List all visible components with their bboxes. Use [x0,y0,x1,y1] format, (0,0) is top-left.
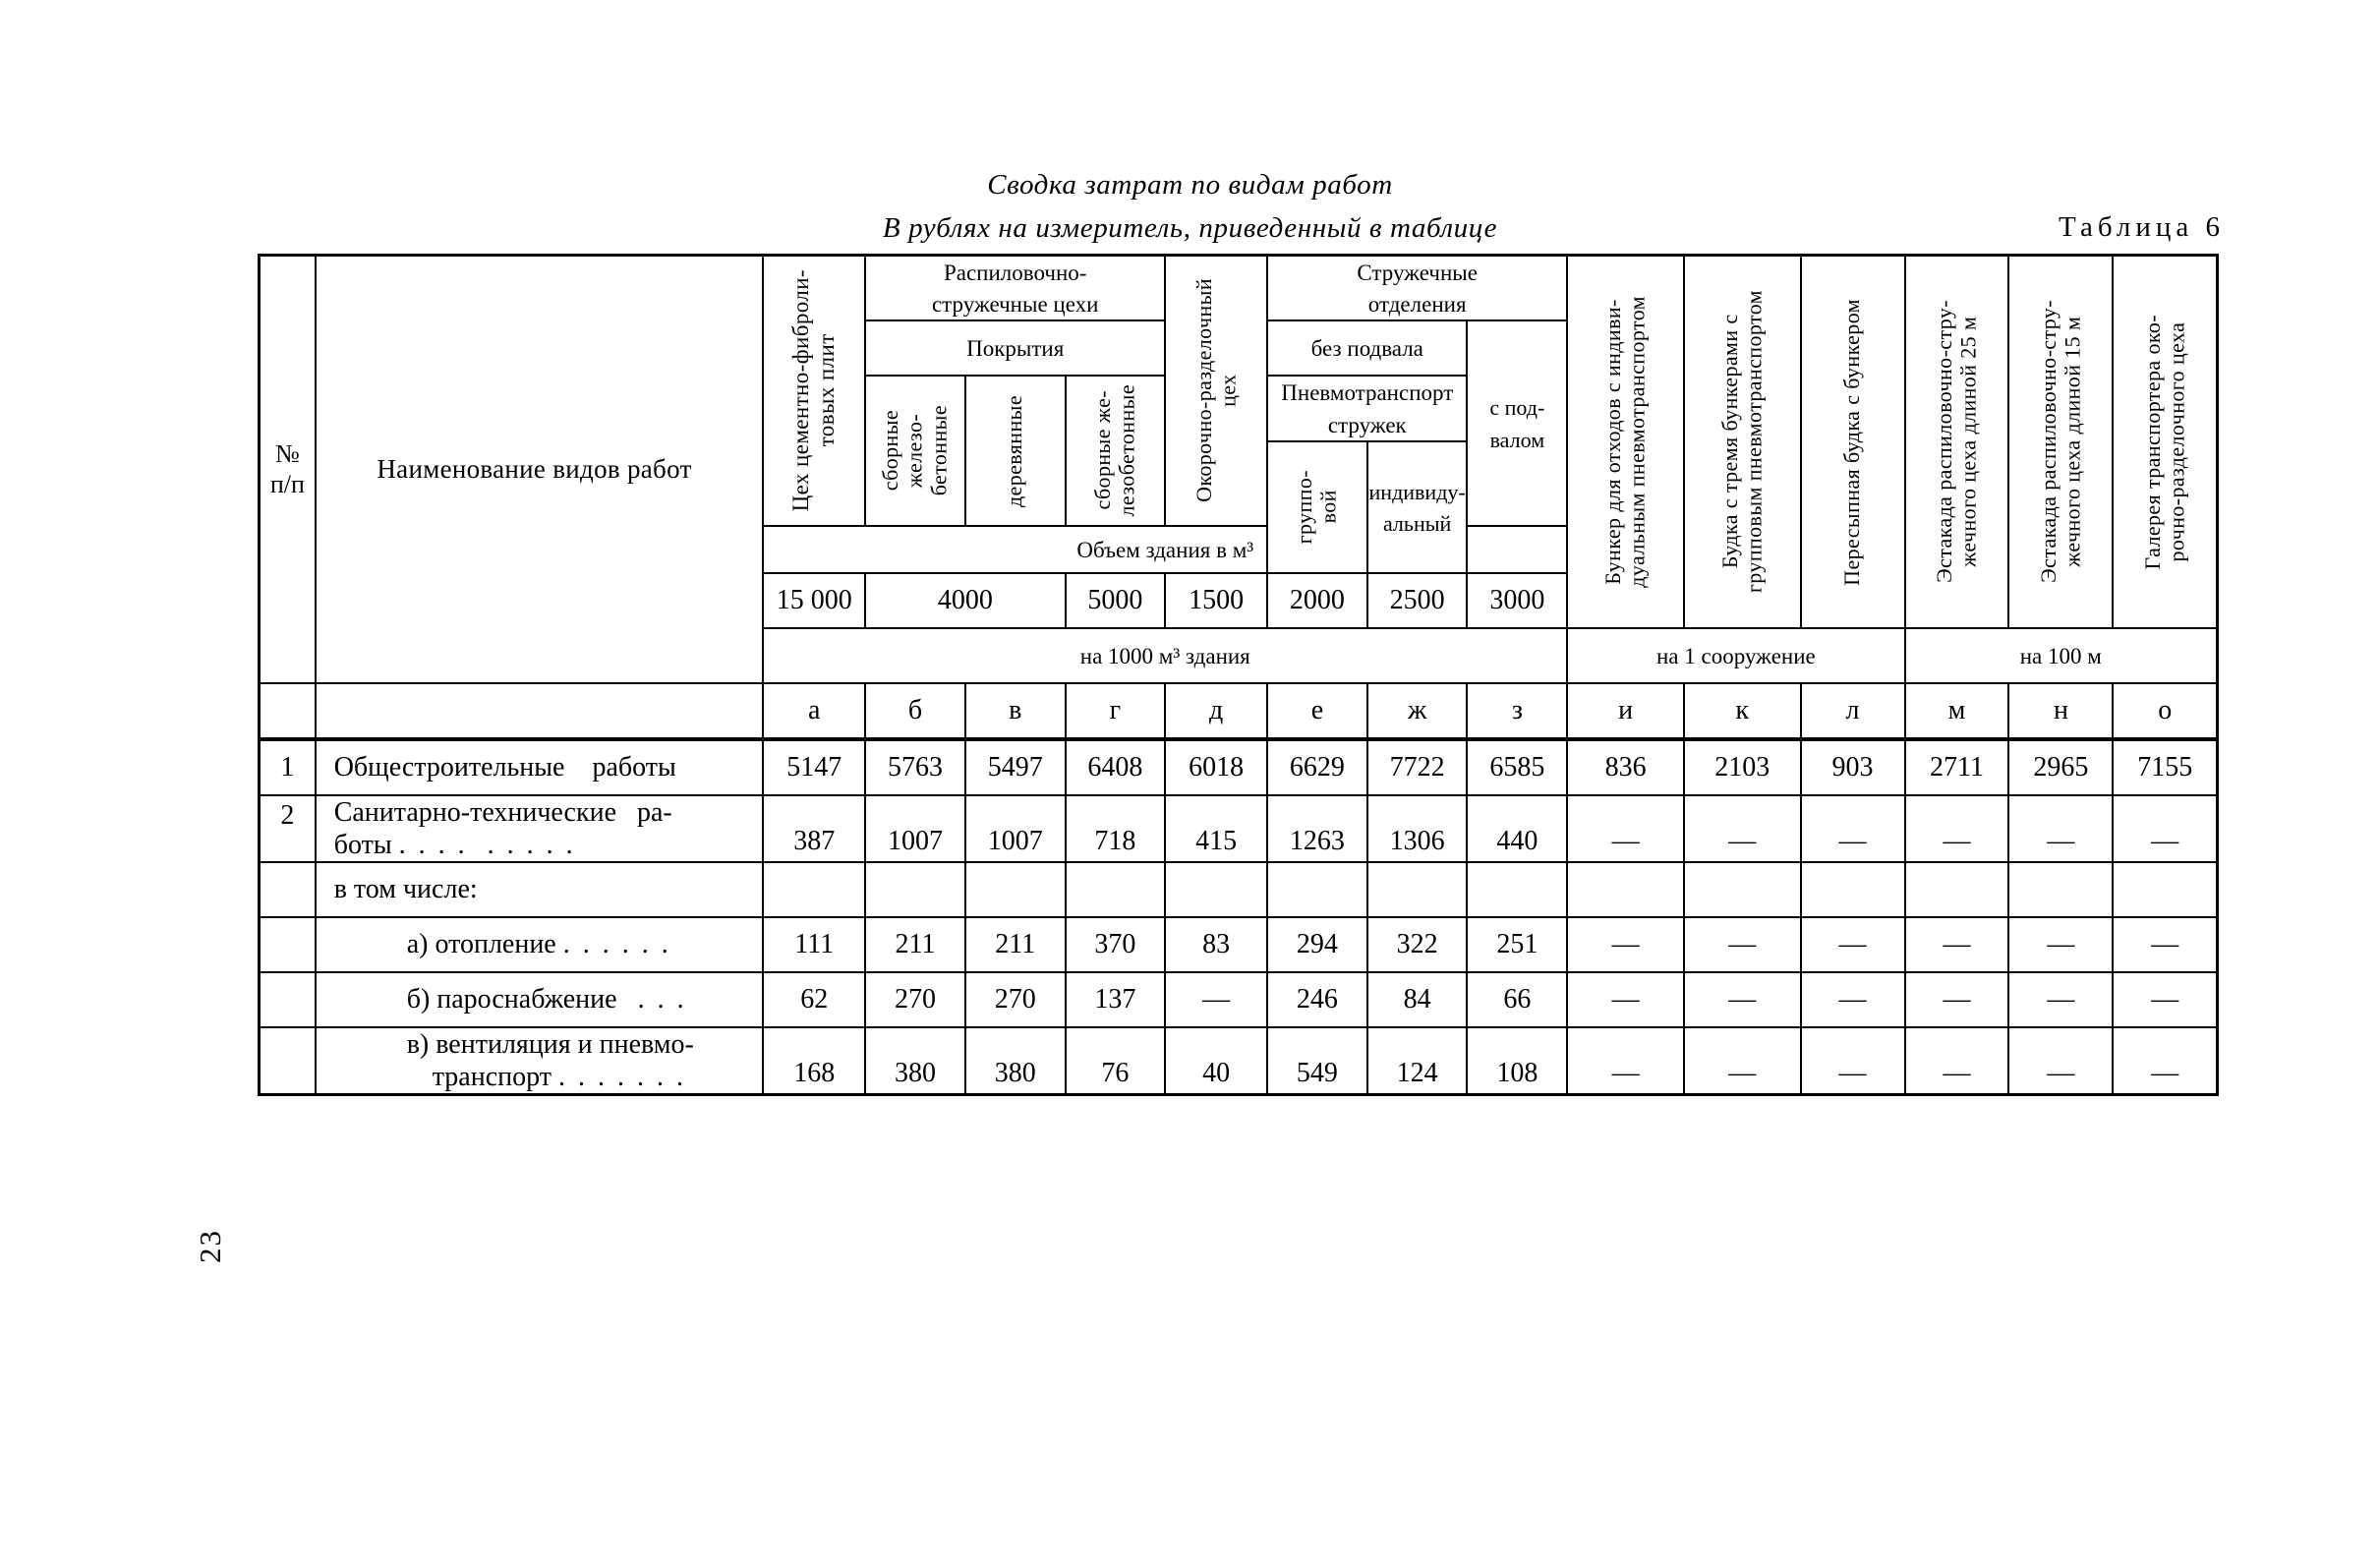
cell-e: 549 [1267,1027,1367,1095]
cell-a: 5147 [763,739,865,795]
document-title-line-1: Сводка затрат по видам работ [987,169,1393,201]
letter-g: г [1066,683,1166,739]
cell-g: 137 [1066,972,1166,1027]
letter-o: о [2113,683,2217,739]
title-block [0,163,2380,250]
cell-z: 251 [1467,917,1567,972]
cell-m: — [1905,1027,2009,1095]
cell-k: 2103 [1684,739,1801,795]
cell-v: 211 [965,917,1066,972]
cell-k: — [1684,795,1801,862]
header-coverings-label: Покрытия [966,336,1065,362]
header-gallery [2113,256,2217,628]
header-cover-wood-label: деревянные [1002,394,1027,507]
header-estacade-25-label: Эстакада распиловочно-стру- жечного цеха длиной 25 м [1931,300,1981,584]
header-cover-rc [865,376,965,525]
cell-k: — [1684,1027,1801,1095]
header-transfer-booth-label: Пересыпная будка с бункером [1839,298,1865,586]
cell-v: 5497 [965,739,1066,795]
header-cover-rc-label: сборные железо- бетонные [878,405,952,496]
cell-l: — [1801,1027,1905,1095]
header-no-basement [1267,320,1467,376]
cell-e: 294 [1267,917,1367,972]
row-label-text: в) вентиляция и пневмо- транспорт . . . . . . . [406,1028,694,1092]
cell-l: — [1801,795,1905,862]
row-label-text: а) отопление . . . . . . [406,928,671,959]
header-estacade-15 [2008,256,2113,628]
header-transfer-booth [1801,256,1905,628]
header-pneumo-label: Пневмотранспорт стружек [1281,380,1454,437]
cost-summary-table-wrapper [258,254,2219,1096]
header-name-label: Наименование видов работ [377,453,692,484]
letter-z: з [1467,683,1567,739]
cell-k [1684,862,1801,917]
letter-i: и [1567,683,1684,739]
header-coverings [865,320,1165,376]
cell-b [865,862,965,917]
row-number: 2 [260,795,316,862]
cell-o: — [2113,1027,2217,1095]
row-number [260,972,316,1027]
header-cement-shop [763,256,865,526]
header-group-label: группо- вой [1292,470,1341,545]
page-number: 23 [193,1229,227,1263]
unit-band-structure-label: на 1 сооружение [1655,643,1816,668]
cell-zh: 124 [1367,1027,1468,1095]
header-estacade-15-label: Эстакада распиловочно-стру- жечного цеха длиной 15 м [2035,300,2085,584]
cell-d: 6018 [1165,739,1267,795]
unit-band-1000 [763,628,1567,683]
cell-v: 380 [965,1027,1066,1095]
cell-z [1467,862,1567,917]
volume-cell-5: 2500 [1367,573,1468,628]
table-row [260,739,2218,795]
header-bunker-waste-label: Бункер для отходов с индиви- дуальным пневмотранспортом [1599,296,1650,588]
row-label [316,917,764,972]
document-title-line-2: В рублях на измеритель, приведенный в таблице [882,212,1498,244]
cell-zh: 322 [1367,917,1468,972]
letter-d: д [1165,683,1267,739]
volume-cell-1: 4000 [865,573,1065,628]
cell-n: 2965 [2008,739,2113,795]
cell-a: 168 [763,1027,865,1095]
cell-zh: 7722 [1367,739,1468,795]
header-with-basement-label: с под- валом [1489,395,1545,452]
row-label-text: Общестроительные работы [333,751,676,783]
cell-a: 387 [763,795,865,862]
cell-v [965,862,1066,917]
cell-b: 380 [865,1027,965,1095]
cell-zh: 1306 [1367,795,1468,862]
unit-band-100m-label: на 100 м [2019,643,2102,668]
cell-d: 83 [1165,917,1267,972]
cell-e: 246 [1267,972,1367,1027]
cell-e: 6629 [1267,739,1367,795]
header-sawing-group [865,256,1165,321]
unit-band-1000-label: на 1000 м³ здания [1079,643,1250,668]
unit-band-100m [1905,628,2218,683]
header-cover-wood [965,376,1066,525]
row-number: 1 [260,739,316,795]
cell-z: 6585 [1467,739,1567,795]
letter-a: а [763,683,865,739]
letter-l: л [1801,683,1905,739]
header-cover-prc-label: сборные же- лезобетонные [1089,384,1139,517]
letter-m: м [1905,683,2009,739]
table-row [260,795,2218,862]
row-label [316,795,764,862]
cell-e: 1263 [1267,795,1367,862]
cell-l: 903 [1801,739,1905,795]
cell-i: — [1567,972,1684,1027]
cell-z: 440 [1467,795,1567,862]
row-label [316,972,764,1027]
cell-zh [1367,862,1468,917]
cell-k: — [1684,917,1801,972]
cell-n: — [2008,1027,2113,1095]
cell-m: 2711 [1905,739,2009,795]
row-label [316,1027,764,1095]
cell-g: 6408 [1066,739,1166,795]
volume-cell-2: 5000 [1066,573,1166,628]
header-booth-three [1684,256,1801,628]
table-row [260,917,2218,972]
cell-n [2008,862,2113,917]
cell-d: 40 [1165,1027,1267,1095]
unit-band-structure [1567,628,1904,683]
letter-row [260,683,2218,739]
row-number [260,1027,316,1095]
cell-i: 836 [1567,739,1684,795]
cell-o: — [2113,917,2217,972]
cell-o: — [2113,795,2217,862]
cell-b: 5763 [865,739,965,795]
header-gallery-label: Галерея транспортера око- рочно-разделочного цеха [2139,314,2189,570]
header-num-cell [260,256,316,683]
cell-m [1905,862,2009,917]
letter-v: в [965,683,1066,739]
cell-g: 718 [1066,795,1166,862]
header-debarking-shop-label: Окорочно-разделочный цех [1190,278,1241,503]
letter-zh: ж [1367,683,1468,739]
header-cement-shop-label: Цех цементно-фиброли- товых плит [788,269,840,512]
cell-g: 370 [1066,917,1166,972]
table-row [260,862,2218,917]
header-individual-label: индивиду- альный [1368,479,1466,536]
cell-n: — [2008,917,2113,972]
row-label-text: в том числе: [333,873,478,904]
cell-o: — [2113,972,2217,1027]
header-volume-label: Объем здания в м³ [1076,537,1254,562]
cell-l: — [1801,972,1905,1027]
cell-v: 270 [965,972,1066,1027]
cell-l: — [1801,917,1905,972]
header-estacade-25 [1905,256,2009,628]
header-bunker-waste [1567,256,1684,628]
table-row [260,1027,2218,1095]
volume-cell-0: 15 000 [763,573,865,628]
cell-n: — [2008,795,2113,862]
letter-b: б [865,683,965,739]
cell-a [763,862,865,917]
header-name-cell [316,256,764,683]
row-label [316,862,764,917]
cell-b: 211 [865,917,965,972]
cell-n: — [2008,972,2113,1027]
cell-zh: 84 [1367,972,1468,1027]
cell-z: 108 [1467,1027,1567,1095]
letter-num-blank [260,683,316,739]
cell-i: — [1567,795,1684,862]
table-body [260,739,2218,1095]
cell-i [1567,862,1684,917]
header-no-basement-label: без подвала [1310,336,1423,362]
cell-z: 66 [1467,972,1567,1027]
cell-b: 1007 [865,795,965,862]
cell-i: — [1567,917,1684,972]
cell-m: — [1905,972,2009,1027]
cell-o: 7155 [2113,739,2217,795]
letter-k: к [1684,683,1801,739]
letter-e: е [1267,683,1367,739]
cell-d: 415 [1165,795,1267,862]
volume-cell-3: 1500 [1165,573,1267,628]
row-number [260,917,316,972]
row-label-text: Санитарно-технические ра- боты . . . . . . . . . [333,796,672,860]
cell-k: — [1684,972,1801,1027]
header-cover-prc [1066,376,1166,525]
cell-o [2113,862,2217,917]
cell-g: 76 [1066,1027,1166,1095]
header-num-label: № п/п [269,439,305,499]
row-number [260,862,316,917]
cell-a: 111 [763,917,865,972]
volume-cell-4: 2000 [1267,573,1367,628]
header-pneumo [1267,376,1467,440]
table-number-label: Таблица 6 [2058,211,2225,243]
header-shavings-group-label: Стружечные отделения [1357,261,1478,318]
cell-b: 270 [865,972,965,1027]
header-debarking-shop [1165,256,1267,526]
header-sawing-group-label: Распиловочно- стружечные цехи [931,261,1099,318]
cell-m: — [1905,795,2009,862]
volume-cell-6: 3000 [1467,573,1567,628]
cost-summary-table [258,254,2219,1096]
cell-g [1066,862,1166,917]
header-booth-three-label: Будка с тремя бункерами с групповым пневмотранспортом [1716,290,1767,594]
cell-d [1165,862,1267,917]
letter-name-blank [316,683,764,739]
header-with-basement [1467,320,1567,525]
header-shavings-group [1267,256,1567,321]
cell-l [1801,862,1905,917]
cell-a: 62 [763,972,865,1027]
table-row [260,972,2218,1027]
cell-i: — [1567,1027,1684,1095]
cell-v: 1007 [965,795,1066,862]
cell-e [1267,862,1367,917]
row-label-text: б) пароснабжение . . . [406,983,687,1015]
cell-m: — [1905,917,2009,972]
row-label [316,739,764,795]
letter-n: н [2008,683,2113,739]
cell-d: — [1165,972,1267,1027]
